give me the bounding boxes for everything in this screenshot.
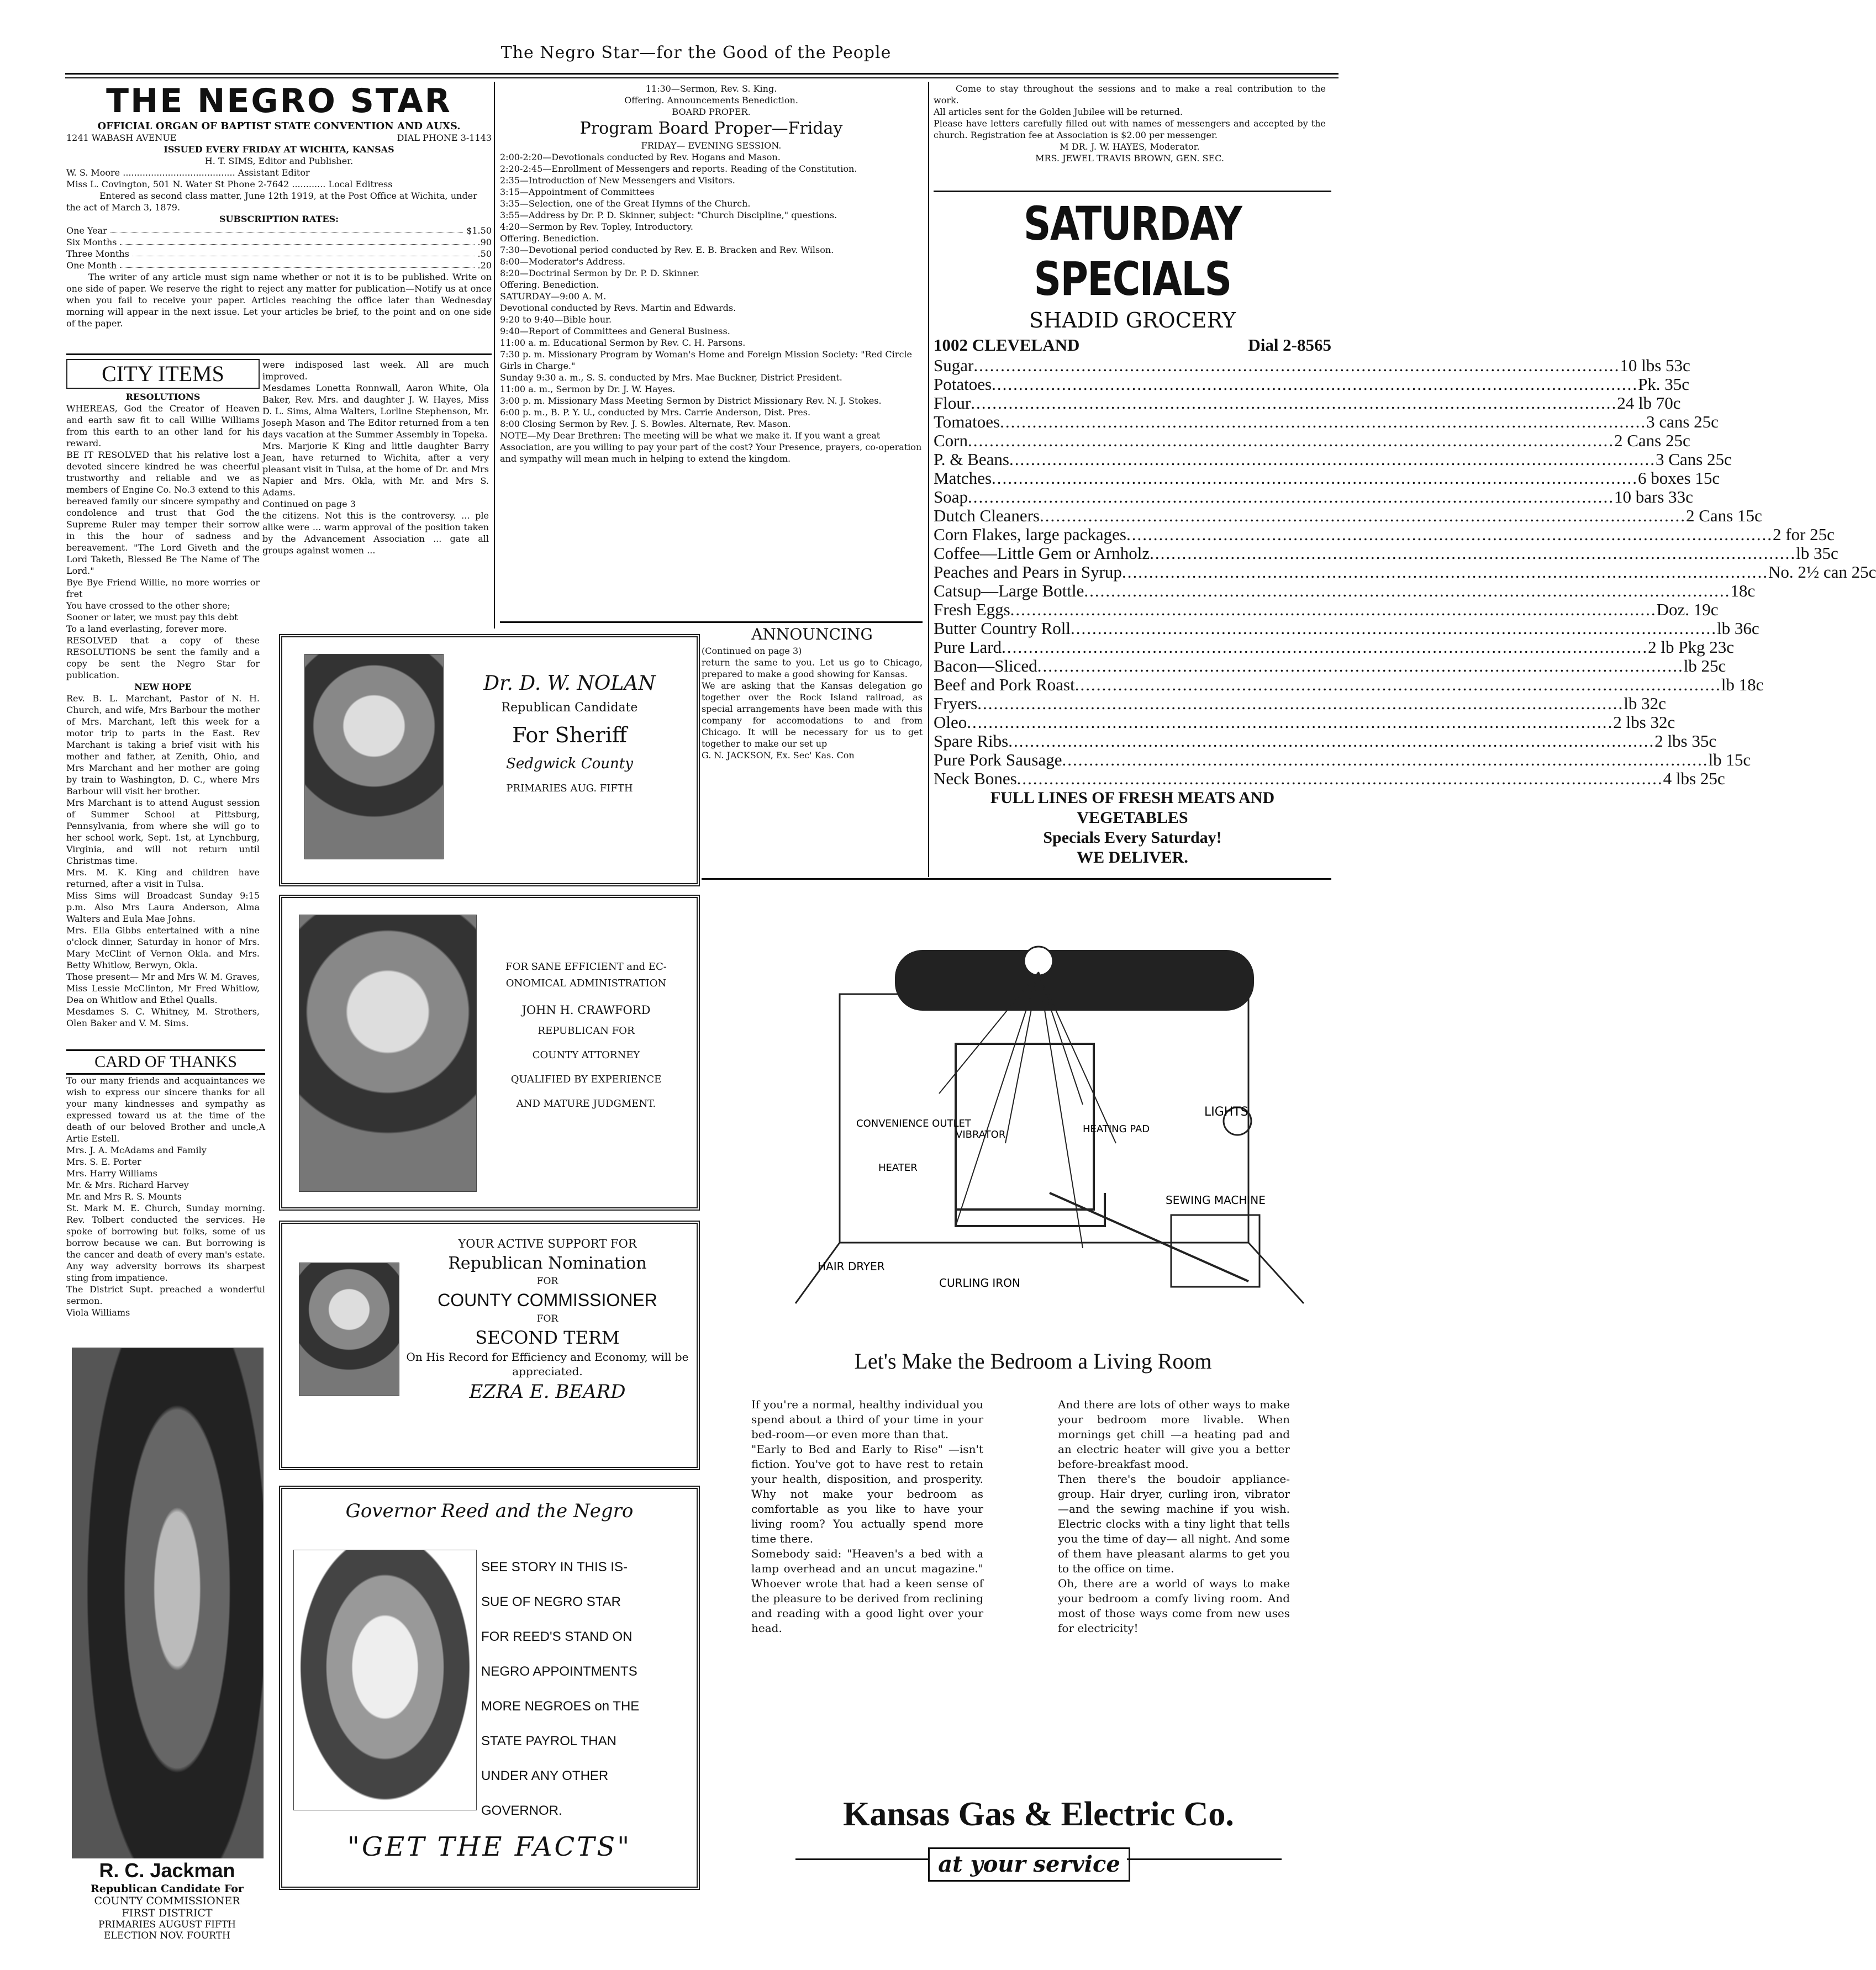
price-item-price: 2 Cans 15c: [1685, 506, 1762, 525]
masthead-notice: The writer of any article must sign name whether or not it is to be published. Write on one side of paper. We reserve the right to reject any matter for publication—Notify us at once when you fail to receive your paper. Articles reaching the office later than Wednesday morning will appear in the next issue. Let your articles be brief, to the point and on one side of the paper.: [66, 272, 492, 329]
label-curling-iron: CURLING IRON: [939, 1276, 1020, 1290]
dot-leader: ........................................................................................................................: [967, 712, 1614, 732]
announcing-title: ANNOUNCING: [751, 625, 873, 643]
price-row: [934, 356, 1690, 375]
city-items-col2: [262, 359, 489, 630]
price-item-name: Bacon—Sliced: [934, 656, 1037, 675]
dot-leader: ........................................................................................................................: [1009, 450, 1656, 469]
crawford-line5: QUALIFIED BY EXPERIENCE: [510, 1074, 662, 1085]
card-of-thanks: [66, 1049, 265, 1339]
light-rays: [939, 972, 1116, 1248]
page-header: The Negro Star—for the Good of the People: [500, 43, 892, 62]
dot-leader: ........................................................................................................................: [1150, 543, 1796, 563]
specials-footer1: FULL LINES OF FRESH MEATS AND: [990, 789, 1275, 807]
label-heater: HEATER: [878, 1162, 918, 1174]
specials-footer4: WE DELIVER.: [1077, 848, 1188, 867]
masthead-official: OFFICIAL ORGAN OF BAPTIST STATE CONVENTION AND AUXS.: [97, 120, 461, 132]
price-item-price: lb 32c: [1624, 694, 1666, 713]
price-row: [934, 468, 1720, 488]
dot-leader: ........................................................................................................................: [971, 393, 1617, 413]
masthead-phone: DIAL PHONE 3-1143: [397, 133, 492, 143]
reed-line: STATE PAYROL THAN: [481, 1734, 616, 1749]
kge-tagline: at your service: [928, 1847, 1130, 1882]
dot-leader: ........................................................................................................................: [973, 356, 1620, 375]
price-row: [934, 656, 1726, 675]
beard-line4: COUNTY COMMISSIONER: [438, 1290, 657, 1310]
reed-line: MORE NEGROES on THE: [481, 1699, 640, 1714]
jackman-caption: [66, 1858, 268, 1958]
specials-title: SATURDAY SPECIALS: [1023, 197, 1242, 306]
subscription-title: SUBSCRIPTION RATES:: [219, 214, 339, 224]
crawford-line3: REPUBLICAN FOR: [537, 1025, 635, 1037]
price-item-price: lb 25c: [1683, 656, 1726, 675]
new-hope-title: NEW HOPE: [134, 682, 192, 692]
kge-col2: [1058, 1397, 1290, 1784]
beard-line7: On His Record for Efficiency and Economy, will be appreciated.: [406, 1350, 689, 1378]
jackman-line4: PRIMARIES AUGUST FIFTH: [98, 1919, 236, 1930]
resolutions-text: WHEREAS, God the Creator of Heaven and earth saw fit to call Willie Williams from this earth to an other land for his reward. BE IT RESOLVED that his relative lost a devoted sincere kindred he was cheerful trustworthy and reliable and we as members of Engine Co. No.3 extend to this bereaved family our sincere sympathy and condolence and trust that God the Supreme Ruler may temper their sorrow in this the hour of sadness and bereavement. "The Lord Giveth and the Lord Taketh, Blessed Be The Name of The Lord." Bye Bye Friend Willie, no more worries or fret You have crossed to the other shore; Sooner or later, we must pay this debt To a land everlasting, forever more. RESOLVED that a copy of these RESOLUTIONS be sent the family and a copy be sent the Negro Star for publication.: [66, 403, 260, 680]
specials-footer2: VEGETABLES: [1077, 809, 1188, 827]
price-item-price: lb 36c: [1717, 619, 1759, 638]
price-row: [934, 374, 1690, 394]
price-row: [934, 431, 1690, 450]
masthead-address: 1241 WABASH AVENUE: [66, 133, 177, 143]
price-item-name: Peaches and Pears in Syrup: [934, 562, 1122, 582]
program-title: Program Board Proper—Friday: [579, 119, 843, 138]
city-items-continued: were indisposed last week. All are much improved. Mesdames Lonetta Ronnwall, Aaron White, Ola Baker, Rev. Mrs. and daughter J. W. Hayes, Miss D. L. Sims, Alma Walters, Lorline Stephenson, Mr. Joseph Mason and The Editor returned from a ten days vacation at the Summer Assembly in Topeka. Mrs. Marjorie K King and little daughter Barry Jean, have returned to Wichita, after a very pleasant visit in Tulsa, at the home of Dr. and Mrs Napier and Mrs. Okla, with Mr. and Mrs S. Adams. Continued on page 3 the citizens. Not this is the controversy. ... ple alike were ... warm approval of the position taken by the Advancement Association ... gate all groups against women ...: [262, 360, 489, 556]
bedroom-illustration: [773, 884, 1315, 1320]
program-items: 2:00-2:20—Devotionals conducted by Rev. Hogans and Mason. 2:20-2:45—Enrollment of Messengers and reports. Reading of the Constitution. 2:35—Introduction of New Messengers and Visitors. 3:15—Appointment of Committees 3:35—Selection, one of the Great Hymns of the Church. 3:55—Address by Dr. P. D. Skinner, subject: "Church Discipline," questions. 4:20—Sermon by Rev. Topley, Introductory. Offering. Benediction. 7:30—Devotional period conducted by Rev. E. B. Bracken and Rev. Wilson. 8:00—Moderator's Address. 8:20—Doctrinal Sermon by Dr. P. D. Skinner. Offering. Benediction. SATURDAY—9:00 A. M. Devotional conducted by Revs. Martin and Edwards. 9:20 to 9:40—Bible hour. 9:40—Report of Committees and General Business. 11:00 a. m. Educational Sermon by Rev. C. H. Parsons. 7:30 p. m. Missionary Program by Woman's Home and Foreign Mission Society: "Red Circle Girls in Charge." Sunday 9:30 a. m., S. S. conducted by Mrs. Mae Buckner, District President. 11:00 a. m., Sermon by Dr. J. W. Hayes. 3:00 p. m. Missionary Mass Meeting Sermon by District Missionary Rev. N. J. Stokes. 6:00 p. m., B. P. Y. U., conducted by Mrs. Carrie Anderson, Dist. Pres. 8:00 Closing Sermon by Rev. J. S. Bowles. Alternate, Rev. Mason. NOTE—My Dear Brethren: The meeting will be what we make it. If you want a great Association, are you willing to pay your part of the cost? Your Presence, prayers, co-operation and sympathy will mean much in helping to extend the kingdom.: [500, 152, 922, 464]
price-item-price: 2 Cans 25c: [1614, 431, 1690, 450]
price-row: [934, 675, 1764, 694]
price-row: [934, 412, 1719, 431]
price-item-name: Pure Lard: [934, 637, 1002, 657]
jackman-line5: ELECTION NOV. FOURTH: [104, 1930, 230, 1941]
dot-leader: ........................................................................................................................: [1071, 619, 1717, 638]
price-item-price: lb 35c: [1796, 543, 1838, 563]
dot-leader: ........................................................................................................................: [1084, 581, 1731, 600]
price-row: [934, 619, 1759, 638]
program: [500, 83, 923, 630]
nolan-ad: [279, 634, 700, 886]
price-row: [934, 731, 1717, 751]
masthead-issued: ISSUED EVERY FRIDAY AT WICHITA, KANSAS: [164, 144, 394, 155]
beard-line3: FOR: [536, 1276, 558, 1287]
top-right-sign2: MRS. JEWEL TRAVIS BROWN, GEN. SEC.: [1035, 153, 1224, 163]
price-item-name: Coffee—Little Gem or Arnholz: [934, 543, 1150, 563]
rates-list: [66, 225, 492, 271]
crawford-name: JOHN H. CRAWFORD: [521, 1004, 651, 1017]
price-row: [934, 506, 1762, 525]
price-item-name: Fresh Eggs: [934, 600, 1010, 619]
price-item-name: Dutch Cleaners: [934, 506, 1040, 525]
crawford-line4: COUNTY ATTORNEY: [532, 1049, 640, 1061]
crawford-line6: AND MATURE JUDGMENT.: [516, 1098, 656, 1110]
crawford-line1: FOR SANE EFFICIENT and EC-: [505, 961, 667, 973]
dot-leader: ........................................................................................................................: [992, 374, 1638, 394]
price-item-price: 24 lb 70c: [1617, 393, 1681, 413]
dot-leader: ........................................................................................................................: [1039, 506, 1686, 525]
beard-line1: YOUR ACTIVE SUPPORT FOR: [458, 1237, 637, 1250]
dot-leader: ........................................................................................................................: [1121, 562, 1768, 582]
price-item-price: 18c: [1730, 581, 1756, 600]
dot-leader: ........................................................................................................................: [1126, 525, 1773, 544]
dot-leader: ........................................................................................................................: [1062, 750, 1709, 769]
price-item-price: 2 lb Pkg 23c: [1648, 637, 1734, 657]
beard-name: EZRA E. BEARD: [469, 1381, 626, 1403]
fairy-figure: [1024, 947, 1053, 975]
specials-footer3: Specials Every Saturday!: [1043, 828, 1222, 847]
reed-title: Governor Reed and the Negro: [345, 1500, 634, 1522]
tagline-rule-right: [1127, 1858, 1282, 1860]
price-item-price: 6 boxes 15c: [1638, 468, 1720, 488]
label-hair-dryer: HAIR DRYER: [818, 1260, 885, 1273]
price-row: [934, 525, 1835, 544]
price-item-price: 10 bars 33c: [1614, 487, 1693, 506]
nolan-line2: For Sheriff: [512, 723, 627, 747]
reed-slogan: "GET THE FACTS": [347, 1831, 632, 1862]
price-item-price: Doz. 19c: [1656, 600, 1719, 619]
price-item-name: Catsup—Large Bottle: [934, 581, 1084, 600]
resolutions-title: RESOLUTIONS: [125, 392, 201, 402]
program-session: FRIDAY— EVENING SESSION.: [641, 140, 782, 151]
tagline-rule-left: [795, 1858, 928, 1860]
card-of-thanks-title: CARD OF THANKS: [66, 1049, 265, 1075]
beard-ad: [279, 1221, 700, 1470]
price-item-name: Butter Country Roll: [934, 619, 1071, 638]
price-item-name: Corn Flakes, large packages: [934, 525, 1126, 544]
saturday-specials: [934, 196, 1876, 870]
price-item-name: P. & Beans: [934, 450, 1009, 469]
price-row: [934, 712, 1675, 732]
top-right-notice: [934, 83, 1326, 188]
price-item-name: Matches: [934, 468, 992, 488]
card-of-thanks-text: To our many friends and acquaintances we wish to express our sincere thanks for all your many kindnesses and sympathy as expressed toward us at the time of the death of our beloved Brother and uncle,A Artie Estell. Mrs. J. A. McAdams and Family Mrs. S. E. Porter Mrs. Harry Williams Mr. & Mrs. Richard Harvey Mr. and Mrs R. S. Mounts St. Mark M. E. Church, Sunday morning. Rev. Tolbert conducted the services. He spoke of borrowing but folks, some of us borrow because we can. But borrowing is the cancer and death of every man's estate. Any way adversity borrows its sharpest sting from impatience. The District Supt. preached a wonderful sermon. Viola Williams: [66, 1075, 265, 1318]
reed-line: SEE STORY IN THIS IS-: [481, 1560, 628, 1575]
label-sewing-machine: SEWING MACHINE: [1166, 1193, 1266, 1207]
masthead-rule: [66, 353, 492, 355]
crawford-photo: [299, 915, 477, 1192]
rate-row: One Year $1.50: [66, 225, 492, 236]
dot-leader: ........................................................................................................................: [968, 487, 1614, 506]
crawford-ad: [279, 895, 700, 1211]
new-hope-text: Rev. B. L. Marchant, Pastor of N. H. Church, and wife, Mrs Barbour the mother of Mrs. Marchant, left this week for a motor trip to parts in the East. Rev Marchant is taking a brief visit with his mother and father, at Zenith, Ohio, and Mrs Marchant and her mother are going by train to Washington, D. C., where Mrs Barbour will visit her brother. Mrs Marchant is to attend August session of Summer School at Pittsburg, Pennsylvania, from where she will go to her school work, Sept. 1st, at Lynchburg, Virginia, and will not return until Christmas time. Mrs. M. K. King and children have returned, after a visit in Tulsa. Miss Sims will Broadcast Sunday 9:15 p.m. Also Mrs Laura Anderson, Alma Walters and Eula Mae Johns. Mrs. Ella Gibbs entertained with a nine o'clock dinner, Saturday in honor of Mrs. Mary McClint of Vernon Okla. and Mrs. Betty Whitlow, Berwyn, Okla. Those present— Mr and Mrs W. M. Graves, Miss Lessie McClinton, Mr Fred Whitlow, Dea on Whitlow and Ethel Qualls. Mesdames S. C. Whitney, M. Strothers, Olen Baker and V. M. Sims.: [66, 693, 260, 1028]
reed-line: SUE OF NEGRO STAR: [481, 1594, 621, 1609]
specials-dial: Dial 2-8565: [1248, 335, 1331, 355]
beard-line6: SECOND TERM: [475, 1327, 620, 1348]
program-rule: [500, 621, 923, 623]
price-row: [934, 600, 1719, 619]
kge-col1-text: If you're a normal, healthy individual you spend about a third of your time in your bed-room—or even more than that. "Early to Bed and Early to Rise" —isn't fiction. You've got to have rest to retain your health, disposition, and prosperity. Why not make your bedroom as comfortable as you like to have your living room? You actually spend more time there. Somebody said: "Heaven's a bed with a lamp overhead and an uncut magazine." Whoever wrote that had a keen sense of the pleasure to be derived from reclining and reading with a good light over your head.: [751, 1398, 983, 1635]
price-row: [934, 450, 1732, 469]
price-item-name: Pure Pork Sausage: [934, 750, 1062, 769]
price-item-name: Sugar: [934, 356, 974, 375]
illustration-rule: [702, 878, 1331, 880]
city-items-col1: [66, 359, 260, 1049]
nolan-line4: PRIMARIES AUG. FIFTH: [506, 783, 633, 794]
masthead-local: Miss L. Covington, 501 N. Water St Phone 2-7642 ............ Local Editress: [66, 179, 393, 189]
masthead: [66, 82, 492, 358]
price-item-name: Fryers: [934, 694, 978, 713]
price-item-name: Tomatoes: [934, 412, 1000, 431]
price-row: [934, 543, 1838, 563]
price-item-price: 2 lbs 32c: [1613, 712, 1675, 732]
dot-leader: ........................................................................................................................: [1002, 637, 1648, 657]
jackman-name: R. C. Jackman: [99, 1859, 235, 1882]
kge-company: Kansas Gas & Electric Co.: [843, 1795, 1234, 1833]
label-heating-pad: HEATING PAD: [1083, 1123, 1150, 1135]
price-item-price: 4 lbs 25c: [1663, 769, 1725, 788]
column-rule-2: [928, 82, 929, 877]
reed-photo: [293, 1550, 477, 1810]
price-item-price: lb 15c: [1708, 750, 1751, 769]
dot-leader: ........................................................................................................................: [1016, 769, 1663, 788]
price-row: [934, 487, 1693, 506]
city-items-title: CITY ITEMS: [66, 359, 260, 389]
price-list: [934, 356, 1876, 788]
reed-line: FOR REED'S STAND ON: [481, 1629, 633, 1644]
masthead-title: THE NEGRO STAR: [106, 82, 452, 120]
price-item-price: Pk. 35c: [1638, 374, 1690, 394]
nolan-line1: Republican Candidate: [501, 701, 638, 715]
dot-leader: ........................................................................................................................: [1008, 731, 1655, 751]
rate-row: Three Months .50: [66, 249, 492, 259]
masthead-editor: H. T. SIMS, Editor and Publisher.: [204, 156, 354, 166]
price-item-price: 2 lbs 35c: [1654, 731, 1717, 751]
kge-col2-text: And there are lots of other ways to make your bedroom more livable. When mornings get chill —a heating pad and an electric heater will give you a better before-breakfast mood. Then there's the boudoir appliance-group. Hair dryer, curling iron, vibrator—and the sewing machine if you wish. Electric clocks with a tiny light that tells you the time of day— all night. And some of them have pleasant alarms to get you to the office on time. Oh, there are a world of ways to make your bedroom a comfy living room. And most of those ways come from new uses for electricity!: [1058, 1398, 1290, 1635]
crawford-line2: ONOMICAL ADMINISTRATION: [505, 978, 667, 989]
reed-line: UNDER ANY OTHER: [481, 1768, 609, 1783]
top-right-sign1: M DR. J. W. HAYES, Moderator.: [1060, 141, 1200, 152]
price-row: [934, 562, 1876, 582]
jackman-line1: Republican Candidate For: [91, 1883, 244, 1895]
nolan-line3: Sedgwick County: [506, 756, 633, 772]
price-item-name: Oleo: [934, 712, 967, 732]
label-lights: LIGHTS: [1204, 1105, 1248, 1119]
specials-rule: [934, 191, 1331, 192]
specials-store: SHADID GROCERY: [1029, 308, 1236, 332]
price-item-price: 3 cans 25c: [1646, 412, 1719, 431]
price-item-name: Spare Ribs: [934, 731, 1009, 751]
dot-leader: ........................................................................................................................: [992, 468, 1638, 488]
label-convenience-outlet: CONVENIENCE OUTLET: [856, 1118, 971, 1129]
price-item-price: No. 2½ can 25c: [1768, 562, 1876, 582]
announcing: [702, 624, 923, 878]
price-item-price: 2 for 25c: [1772, 525, 1835, 544]
header-rule-2: [65, 77, 1339, 78]
price-item-name: Flour: [934, 393, 971, 413]
masthead-entered: Entered as second class matter, June 12th 1919, at the Post Office at Wichita, under the act of March 3, 1879.: [66, 191, 477, 213]
price-row: [934, 393, 1681, 413]
price-item-name: Potatoes: [934, 374, 992, 394]
price-item-name: Corn: [934, 431, 968, 450]
price-item-name: Neck Bones: [934, 769, 1017, 788]
rate-row: One Month .20: [66, 260, 492, 271]
dot-leader: ........................................................................................................................: [968, 431, 1614, 450]
reed-ad: [279, 1486, 700, 1890]
price-row: [934, 750, 1751, 769]
beard-photo: [299, 1263, 399, 1396]
dot-leader: ........................................................................................................................: [1037, 656, 1684, 675]
price-row: [934, 694, 1666, 713]
top-right-text: Come to stay throughout the sessions and to make a real contribution to the work. All articles sent for the Golden Jubilee will be returned. Please have letters carefully filled out with names of messengers and accepted by the church. Registration fee at Association is $2.00 per messenger.: [934, 83, 1326, 140]
announcing-text: (Continued on page 3) return the same to you. Let us go to Chicago, prepared to make a good showing for Kansas. We are asking that the Kansas delegation go together over the Rock Island railroad, as special arrangements have been made with this company for accomodations to and from Chicago. It will be necessary for us to get together to make our set up G. N. JACKSON, Ex. Sec' Kas. Con: [702, 646, 923, 760]
price-item-price: 3 Cans 25c: [1655, 450, 1732, 469]
sewing-machine-table: [1171, 1215, 1260, 1287]
ceiling-dark: [895, 950, 1254, 1011]
price-item-name: Soap: [934, 487, 968, 506]
price-item-name: Beef and Pork Roast: [934, 675, 1075, 694]
beard-line2: Republican Nomination: [448, 1254, 647, 1273]
price-row: [934, 637, 1734, 657]
price-row: [934, 769, 1725, 788]
nolan-photo: [304, 654, 444, 859]
label-vibrator: VIBRATOR: [956, 1129, 1006, 1140]
column-rule-1: [494, 82, 495, 629]
masthead-assistant: W. S. Moore ........................................ Assistant Editor: [66, 167, 310, 178]
dot-leader: ........................................................................................................................: [1074, 675, 1721, 694]
header-rule: [65, 73, 1339, 75]
dot-leader: ........................................................................................................................: [1010, 600, 1657, 619]
dot-leader: ........................................................................................................................: [1000, 412, 1647, 431]
price-row: [934, 581, 1756, 600]
dot-leader: ........................................................................................................................: [977, 694, 1624, 713]
jackman-line3: FIRST DISTRICT: [122, 1907, 213, 1919]
jackman-line2: COUNTY COMMISSIONER: [94, 1895, 240, 1907]
reed-line: NEGRO APPOINTMENTS: [481, 1664, 637, 1679]
program-top: 11:30—Sermon, Rev. S. King. Offering. Announcements Benediction. BOARD PROPER.: [624, 83, 798, 117]
beard-line5: FOR: [536, 1313, 558, 1324]
nolan-name: Dr. D. W. NOLAN: [483, 672, 656, 695]
price-item-price: lb 18c: [1721, 675, 1764, 694]
kge-col1: [751, 1397, 983, 1850]
specials-address: 1002 CLEVELAND: [934, 335, 1080, 355]
rate-row: Six Months .90: [66, 237, 492, 247]
price-item-price: 10 lbs 53c: [1620, 356, 1690, 375]
kge-headline: Let's Make the Bedroom a Living Room: [854, 1349, 1212, 1374]
reed-line: GOVERNOR.: [481, 1803, 562, 1818]
